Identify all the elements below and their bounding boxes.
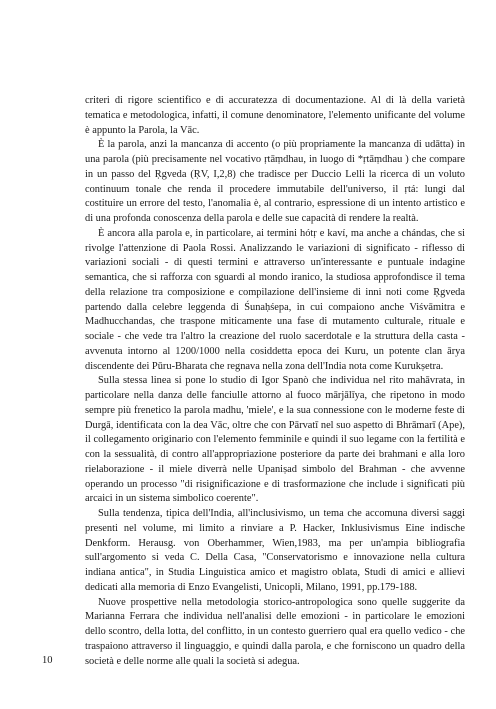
page-number: 10 — [42, 655, 53, 666]
paragraph: Sulla tendenza, tipica dell'India, all'inclusivismo, un tema che accomuna diversi saggi presenti nel volume, mi limito a rinviare a P. Hacker, Inklusivismus Eine indische Denkform. Herausg. von Oberhammer, Wien,1983, ma per un'ampia bibliografia sull'argomento si veda C. Della Casa, "Conservatorismo e innovazione nella cultura indiana antica", in Studia Linguistica amico et magistro oblata, Studi di amici e allievi dedicati alla memoria di Enzo Evangelisti, Unicopli, Milano, 1991, pp.179-188. — [85, 508, 465, 593]
paragraph: criteri di rigore scientifico e di accuratezza di documentazione. Al di là della varietà tematica e metodologica, infatti, il comune denominatore, l'elemento unificante del volume è appunto la Parola, la Vāc. — [85, 95, 465, 136]
body-text — [85, 94, 465, 669]
paragraph: Nuove prospettive nella metodologia storico-antropologica sono quelle suggerite da Marianna Ferrara che individua nell'analisi delle emozioni - in particolare le emozioni dello scontro, della lotta, del conflitto, in un contesto guerriero qual era quello vedico - che traspaiono attraverso il linguaggio, e quindi dalla parola, e che forniscono un quadro della società e delle norme alle quali la società si adegua. — [85, 596, 465, 667]
paragraph: È la parola, anzi la mancanza di accento (o più propriamente la mancanza di udātta) in una parola (più precisamente nel vocativo ṛtāṃdhau, in luogo di *ṛtāṃdhau ) che compare in un passo del Ṛgveda (ṚV, I,2,8) che tradisce per Duccio Lelli la ricerca di un voluto continuum tonale che renda il procedere immutabile dell'universo, il ṛtá: lungi dal costituire un errore del testo, l'anomalia è, al contrario, espressione di un intento artistico e di una profonda conoscenza della parola e delle sue capacità di rendere la realtà. — [85, 139, 465, 224]
paragraph: Sulla stessa linea si pone lo studio di Igor Spanò che individua nel rito mahāvrata, in particolare nella danza delle fanciulle attorno al fuoco mārjālīya, che ripetono in modo sempre più frenetico la parola madhu, 'miele', e la sua connessione con le moderne feste di Durgā, identificata con la dea Vāc, oltre che con Pārvatī nel suo aspetto di Bhrāmarī (Ape), il collegamento originario con l'elemento femminile e quindi il suo legame con la fertilità e con la sessualità, di contro all'appropriazione posteriore da parte dei brahmani e alla loro rielaborazione - il miele diverrà nelle Upaniṣad simbolo del Brahman - che avvenne operando un processo "di risignificazione e di trasformazione che include i significati più arcaici in un sistema simbolico coerente". — [85, 375, 465, 505]
paragraph: È ancora alla parola e, in particolare, ai termini hótṛ e kaví, ma anche a chándas, che si rivolge l'attenzione di Paola Rossi. Analizzando le variazioni di significato - riflesso di variazioni sociali - di questi termini e attraverso un'interessante e puntuale indagine semantica, che si rafforza con sguardi al mondo iranico, la studiosa approfondisce il tema della relazione tra composizione e compilazione dell'insieme di inni noti come Ṛgveda partendo dalla celebre leggenda di Śunaḥśepa, in cui compaiono anche Viśvāmitra e Madhucchandas, che traspone miticamente una fase di mutamento culturale, rituale e sociale - che vede tra l'altro la creazione del ruolo sacerdotale e la struttura della casta - avvenuta intorno al 1200/1000 nella cosiddetta epoca dei Kuru, un potente clan ārya discendente dei Pūru-Bharata che regnava nella zona dell'India nota come Kurukṣetra. — [85, 227, 465, 372]
